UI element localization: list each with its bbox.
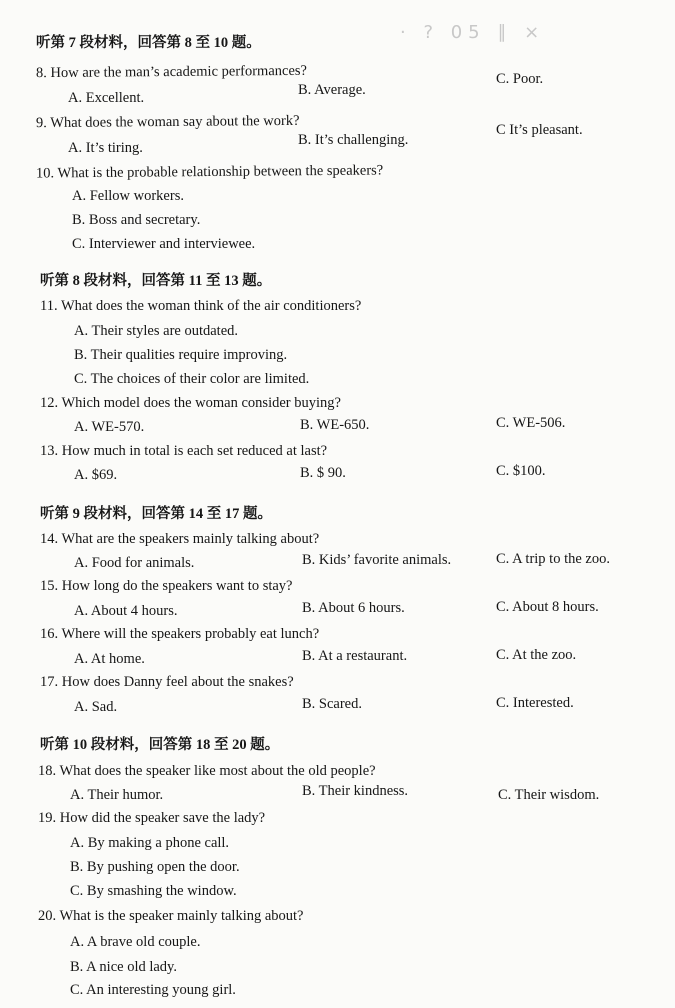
- question-11: 11. What does the woman think of the air conditioners?: [40, 298, 362, 314]
- q9-option-c: C It’s pleasant.: [496, 122, 583, 138]
- q14-option-c: C. A trip to the zoo.: [496, 551, 610, 567]
- question-19: 19. How did the speaker save the lady?: [38, 810, 266, 826]
- q16-option-c: C. At the zoo.: [496, 647, 577, 663]
- q8-option-a: A. Excellent.: [68, 90, 145, 106]
- section-header-8: 听第 8 段材料，回答第 11 至 13 题。: [40, 273, 272, 289]
- q15-option-a: A. About 4 hours.: [74, 603, 178, 619]
- question-12: 12. Which model does the woman consider buying?: [40, 395, 341, 411]
- q17-option-c: C. Interested.: [496, 695, 574, 711]
- q19-option-b: B. By pushing open the door.: [70, 859, 240, 875]
- question-9: 9. What does the woman say about the work?: [35, 112, 300, 132]
- question-14: 14. What are the speakers mainly talking about?: [40, 531, 320, 547]
- q13-option-b: B. $ 90.: [300, 465, 346, 481]
- q19-option-a: A. By making a phone call.: [70, 835, 230, 851]
- q10-option-c: C. Interviewer and interviewee.: [72, 236, 256, 252]
- q13-option-c: C. $100.: [496, 463, 546, 479]
- q17-option-b: B. Scared.: [302, 696, 362, 712]
- q10-option-a: A. Fellow workers.: [72, 188, 184, 204]
- question-10: 10. What is the probable relationship between the speakers?: [35, 162, 384, 182]
- q11-option-c: C. The choices of their color are limited.: [74, 371, 310, 387]
- section-header-10: 听第 10 段材料，回答第 18 至 20 题。: [40, 737, 280, 753]
- q16-option-b: B. At a restaurant.: [302, 648, 408, 664]
- q13-option-a: A. $69.: [74, 467, 118, 483]
- q14-option-b: B. Kids’ favorite animals.: [302, 552, 452, 568]
- q8-option-b: B. Average.: [298, 82, 366, 98]
- q9-option-a: A. It’s tiring.: [68, 140, 143, 156]
- q16-option-a: A. At home.: [74, 651, 145, 667]
- q10-option-b: B. Boss and secretary.: [72, 212, 201, 228]
- section-header-7: 听第 7 段材料，回答第 8 至 10 题。: [36, 35, 261, 51]
- q8-option-c: C. Poor.: [496, 71, 544, 87]
- q20-option-b: B. A nice old lady.: [70, 959, 177, 975]
- q18-option-a: A. Their humor.: [70, 787, 164, 803]
- q12-option-b: B. WE-650.: [300, 417, 370, 433]
- q17-option-a: A. Sad.: [74, 699, 118, 715]
- q11-option-a: A. Their styles are outdated.: [74, 323, 239, 339]
- q14-option-a: A. Food for animals.: [74, 555, 195, 571]
- section-header-9: 听第 9 段材料，回答第 14 至 17 题。: [40, 506, 272, 522]
- q20-option-a: A. A brave old couple.: [70, 934, 201, 950]
- q18-option-b: B. Their kindness.: [302, 783, 409, 799]
- question-16: 16. Where will the speakers probably eat lunch?: [40, 626, 320, 642]
- q20-option-c: C. An interesting young girl.: [70, 982, 236, 998]
- question-18: 18. What does the speaker like most about the old people?: [38, 763, 376, 779]
- q15-option-b: B. About 6 hours.: [302, 600, 405, 616]
- q12-option-a: A. WE-570.: [74, 419, 145, 435]
- q12-option-c: C. WE-506.: [496, 415, 566, 431]
- question-20: 20. What is the speaker mainly talking about?: [38, 908, 304, 924]
- question-13: 13. How much in total is each set reduced at last?: [40, 443, 328, 459]
- question-8: 8. How are the man’s academic performances?: [35, 62, 308, 82]
- question-17: 17. How does Danny feel about the snakes?: [40, 674, 294, 690]
- q11-option-b: B. Their qualities require improving.: [74, 347, 288, 363]
- faded-stamp: · ? 05 ∥ ×: [400, 22, 546, 43]
- q15-option-c: C. About 8 hours.: [496, 599, 599, 615]
- q9-option-b: B. It’s challenging.: [298, 132, 409, 148]
- q19-option-c: C. By smashing the window.: [70, 883, 237, 899]
- question-15: 15. How long do the speakers want to stay?: [40, 578, 293, 594]
- q18-option-c: C. Their wisdom.: [498, 787, 600, 803]
